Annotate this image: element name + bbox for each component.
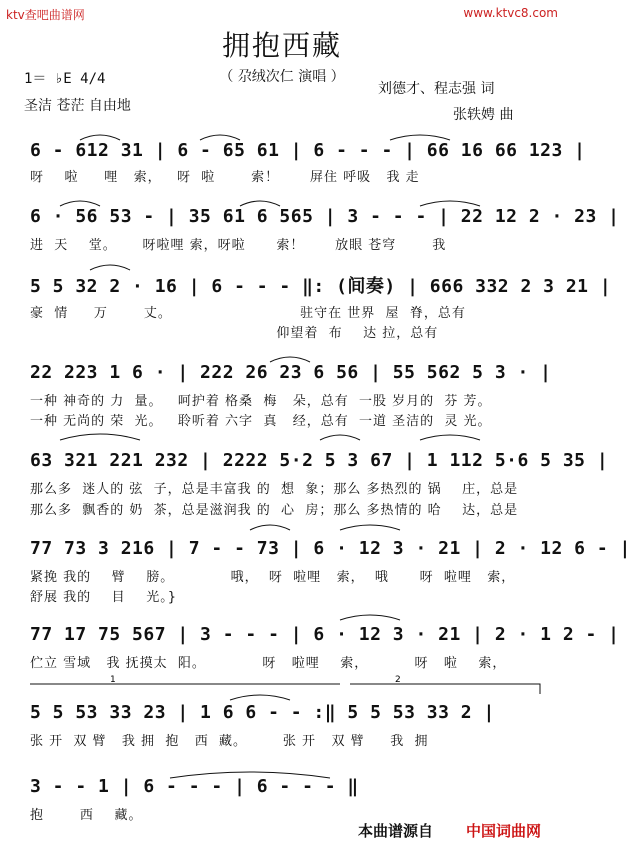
tempo-marking: 圣洁 苍茫 自由地 xyxy=(24,98,131,114)
score-line-8-lyric: 张 开 双 臂 我 拥 抱 西 藏。 张 开 双 臂 我 拥 xyxy=(30,734,429,749)
score-line-5-lyric-verse-2: 那么多 飘香的 奶 茶，总是滋润我 的 心 房；那么 多热情的 哈 达，总是 xyxy=(30,503,519,518)
score-line-4-lyric-verse-1: 一种 神奇的 力 量。 呵护着 格桑 梅 朵，总有 一股 岁月的 芬 芳。 xyxy=(30,394,492,409)
score-line-9-lyric: 抱 西 藏。 xyxy=(30,808,143,823)
lyricist-credit: 刘德才、程志强 词 xyxy=(378,81,495,97)
footer-source-label: 本曲谱源自 xyxy=(358,822,434,840)
score-line-9-notes: 3 - - 1 | 6 - - - | 6 - - - ‖ xyxy=(30,776,359,797)
volta-1-label: 1 xyxy=(110,675,116,685)
score-line-4-lyric-verse-2: 一种 无尚的 荣 光。 聆听着 六字 真 经，总有 一道 圣洁的 灵 光。 xyxy=(30,414,492,429)
watermark-left: ktv查吧曲谱网 xyxy=(6,8,85,22)
score-line-8-notes: 5 5 53 33 23 | 1 6 6 - - :‖ 5 5 53 33 2 | xyxy=(30,702,495,723)
score-line-1-notes: 6 - 612 31 | 6 - 65 61 | 6 - - - | 66 16 66 123 | xyxy=(30,140,586,161)
score-line-3-lyric-verse-1: 豪 情 万 丈。 驻守在 世界 屋 脊，总有 xyxy=(30,306,466,321)
footer-source-site: 中国词曲网 xyxy=(466,822,542,840)
volta-2-label: 2 xyxy=(395,675,401,685)
score-line-4-notes: 22 223 1 6 · | 222 26 23 6 56 | 55 562 5 3 · | xyxy=(30,362,552,383)
song-title: 拥抱西藏 xyxy=(221,29,342,62)
score-line-5-notes: 63 321 221 232 | 2222 5·2 5 3 67 | 1 112 5·6 5 35 | xyxy=(30,450,609,471)
composer-credit: 张轶娉 曲 xyxy=(453,107,514,123)
score-line-6-lyric-verse-2: 舒展 我的 目 光。} xyxy=(30,590,177,605)
score-line-3-lyric-verse-2: 仰望着 布 达 拉，总有 xyxy=(30,326,439,341)
performer-credit: （ 尕绒次仁 演唱 ） xyxy=(219,69,345,85)
key-signature: 1＝ ♭E 4/4 xyxy=(24,71,106,87)
score-line-6-lyric-verse-1: 紧挽 我的 臂 膀。 哦， 呀 啦哩 索， 哦 呀 啦哩 索， xyxy=(30,570,516,585)
score-line-2-lyric: 进 天 堂。 呀啦哩 索，呀啦 索！ 放眼 苍穹 我 xyxy=(30,238,447,253)
score-line-7-lyric: 伫立 雪域 我 抚摸太 阳。 呀 啦哩 索， 呀 啦 索， xyxy=(30,656,507,671)
score-line-7-notes: 77 17 75 567 | 3 - - - | 6 · 12 3 · 21 | 2 · 1 2 - | xyxy=(30,624,620,645)
watermark-right: www.ktvc8.com xyxy=(463,6,558,20)
score-line-1-lyric: 呀 啦 哩 索， 呀 啦 索！ 屏住 呼吸 我 走 xyxy=(30,170,420,185)
score-line-3-notes: 5 5 32 2 · 16 | 6 - - - ‖: (间奏) | 666 332 2 3 21 | xyxy=(30,276,612,297)
score-line-2-notes: 6 · 56 53 - | 35 61 6 565 | 3 - - - | 22 12 2 · 23 | xyxy=(30,206,620,227)
score-line-6-notes: 77 73 3 216 | 7 - - 73 | 6 · 12 3 · 21 | 2 · 12 6 - | xyxy=(30,538,631,559)
score-line-5-lyric-verse-1: 那么多 迷人的 弦 子，总是丰富我 的 想 象；那么 多热烈的 锅 庄，总是 xyxy=(30,482,519,497)
